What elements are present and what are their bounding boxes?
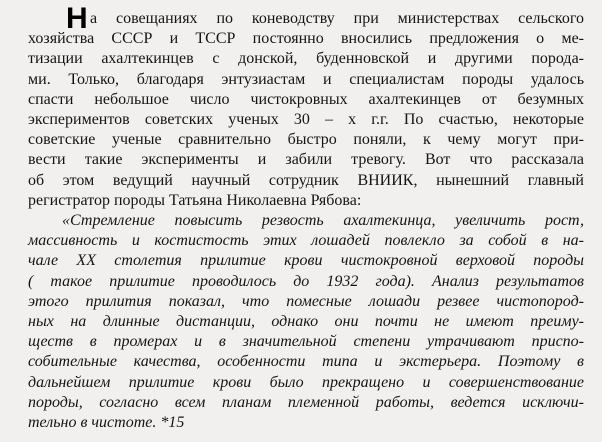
- paragraph-line: а совещаниях по коневодству при министерствах сельского: [90, 10, 584, 27]
- paragraph-line: советские ученые сравнительно быстро поняли, к чему могут при-: [28, 131, 584, 149]
- paragraph-line: хозяйства СССР и ТССР постоянно вносились предложения о ме-: [28, 30, 584, 48]
- paragraph-line: спасти небольшое число чистокровных ахалтекинцев от безумных: [28, 90, 584, 108]
- quote-line: ных на длинные дистанции, однако они почти не имеют преиму-: [28, 313, 584, 330]
- drop-cap: Н: [66, 2, 88, 35]
- quote-line: этого прилития показал, что помесные лошади резвее чистопород-: [28, 292, 584, 310]
- paragraph-line: тизации ахалтекинцев с донской, буденновской и другими порода-: [28, 50, 584, 68]
- quote-line: чале XX столетия прилитие крови чистокровной верховой породы: [28, 252, 584, 270]
- quote-line: ществ в промерах и в значительной степени утрачивают приспо-: [28, 333, 584, 351]
- paragraph-line: вести такие эксперименты и забили тревогу. Вот что рассказала: [28, 151, 584, 169]
- paragraph-line: экспериментов советских ученых 30 – х г.г. По счастью, некоторые: [28, 111, 584, 128]
- paragraph-line: ми. Только, благодаря энтузиастам и специалистам породы удалось: [28, 70, 584, 88]
- quote-line: тельно в чистоте. *15: [28, 414, 185, 431]
- paragraph-line: об этом ведущий научный сотрудник ВНИИК, нынешний главный: [28, 171, 584, 189]
- paragraph-line: регистратор породы Татьяна Николаевна Рябова:: [28, 191, 362, 209]
- quote-line: собительные качества, особенности типа и экстерьера. Поэтому в: [28, 353, 584, 371]
- quote-line: дальнейшем прилитие крови было прекращено и совершенствование: [28, 373, 584, 391]
- quote-line: ( такое прилитие проводилось до 1932 года). Анализ результатов: [28, 272, 584, 290]
- quote-line: породы, согласно всем планам племенной работы, ведется исключи-: [28, 393, 584, 411]
- quote-line: массивность и костистость этих лошадей повлекло за собой в на-: [28, 232, 584, 250]
- quote-line: «Стремление повысить резвость ахалтекинца, увеличить рост,: [62, 212, 584, 229]
